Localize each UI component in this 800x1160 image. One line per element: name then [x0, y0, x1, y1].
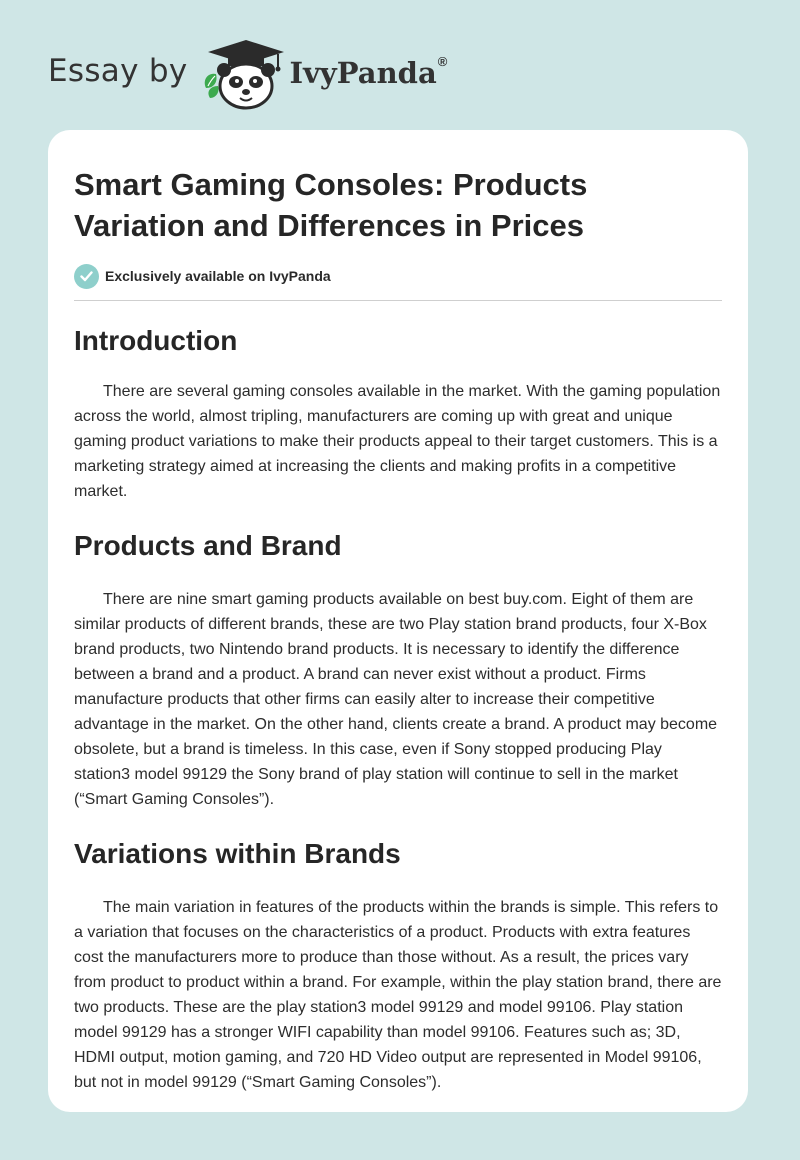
- essay-title-line-1: Smart Gaming Consoles: Products: [74, 167, 588, 202]
- essay-card: [48, 130, 748, 1112]
- essay-by-label: Essay by: [48, 53, 188, 89]
- check-circle-icon: [74, 264, 99, 289]
- availability-text: Exclusively available on IvyPanda: [105, 268, 331, 284]
- availability-badge: [74, 263, 722, 289]
- essay-title: [74, 164, 722, 246]
- essay-title-line-2: Variation and Differences in Prices: [74, 208, 584, 243]
- brand-name: IvyPanda®: [289, 54, 448, 90]
- section-heading-variations-within-brands: Variations within Brands: [74, 838, 401, 869]
- section-paragraph-products-and-brand: There are nine smart gaming products available on best buy.com. Eight of them are similar products of different brands, these are two Play station brand products, four X-Box brand products, two Nintendo brand products. It is necessary to identify the difference between a brand and a product. A brand can never exist without a product. Firms manufacture products that other firms can easily alter to increase their competitive advantage in the market. On the other hand, clients create a brand. A product may become obsolete, but a brand is timeless. In this case, even if Sony stopped producing Play station3 model 99129 the Sony brand of play station will continue to sell in the market (“Smart Gaming Consoles”).: [74, 591, 718, 808]
- registered-mark: ®: [437, 54, 448, 69]
- section-paragraph-introduction: There are several gaming consoles available in the market. With the gaming population across the world, almost tripling, manufacturers are coming up with great and unique gaming product variations to make their products appeal to their target customers. This is a marketing strategy aimed at increasing the clients and making profits in a competitive market.: [74, 383, 721, 500]
- panda-graduate-icon: [200, 36, 286, 112]
- section-paragraph-variations-within-brands: The main variation in features of the products within the brands is simple. This refers to a variation that focuses on the characteristics of a product. Products with extra features cost the manufacturers more to produce than those without. As a result, the prices vary from product to product within a brand. For example, within the play station brand, there are two products. These are the play station3 model 99129 and model 99106. Play station model 99129 has a stronger WIFI capability than model 99106. Features such as; 3D, HDMI output, motion gaming, and 720 HD Video output are represented in Model 99106, but not in model 99129 (“Smart Gaming Consoles”).: [74, 899, 722, 1091]
- section-heading-introduction: Introduction: [74, 325, 238, 356]
- section-heading-products-and-brand: Products and Brand: [74, 530, 342, 561]
- title-divider: [74, 300, 722, 301]
- site-header-logo[interactable]: [48, 34, 447, 114]
